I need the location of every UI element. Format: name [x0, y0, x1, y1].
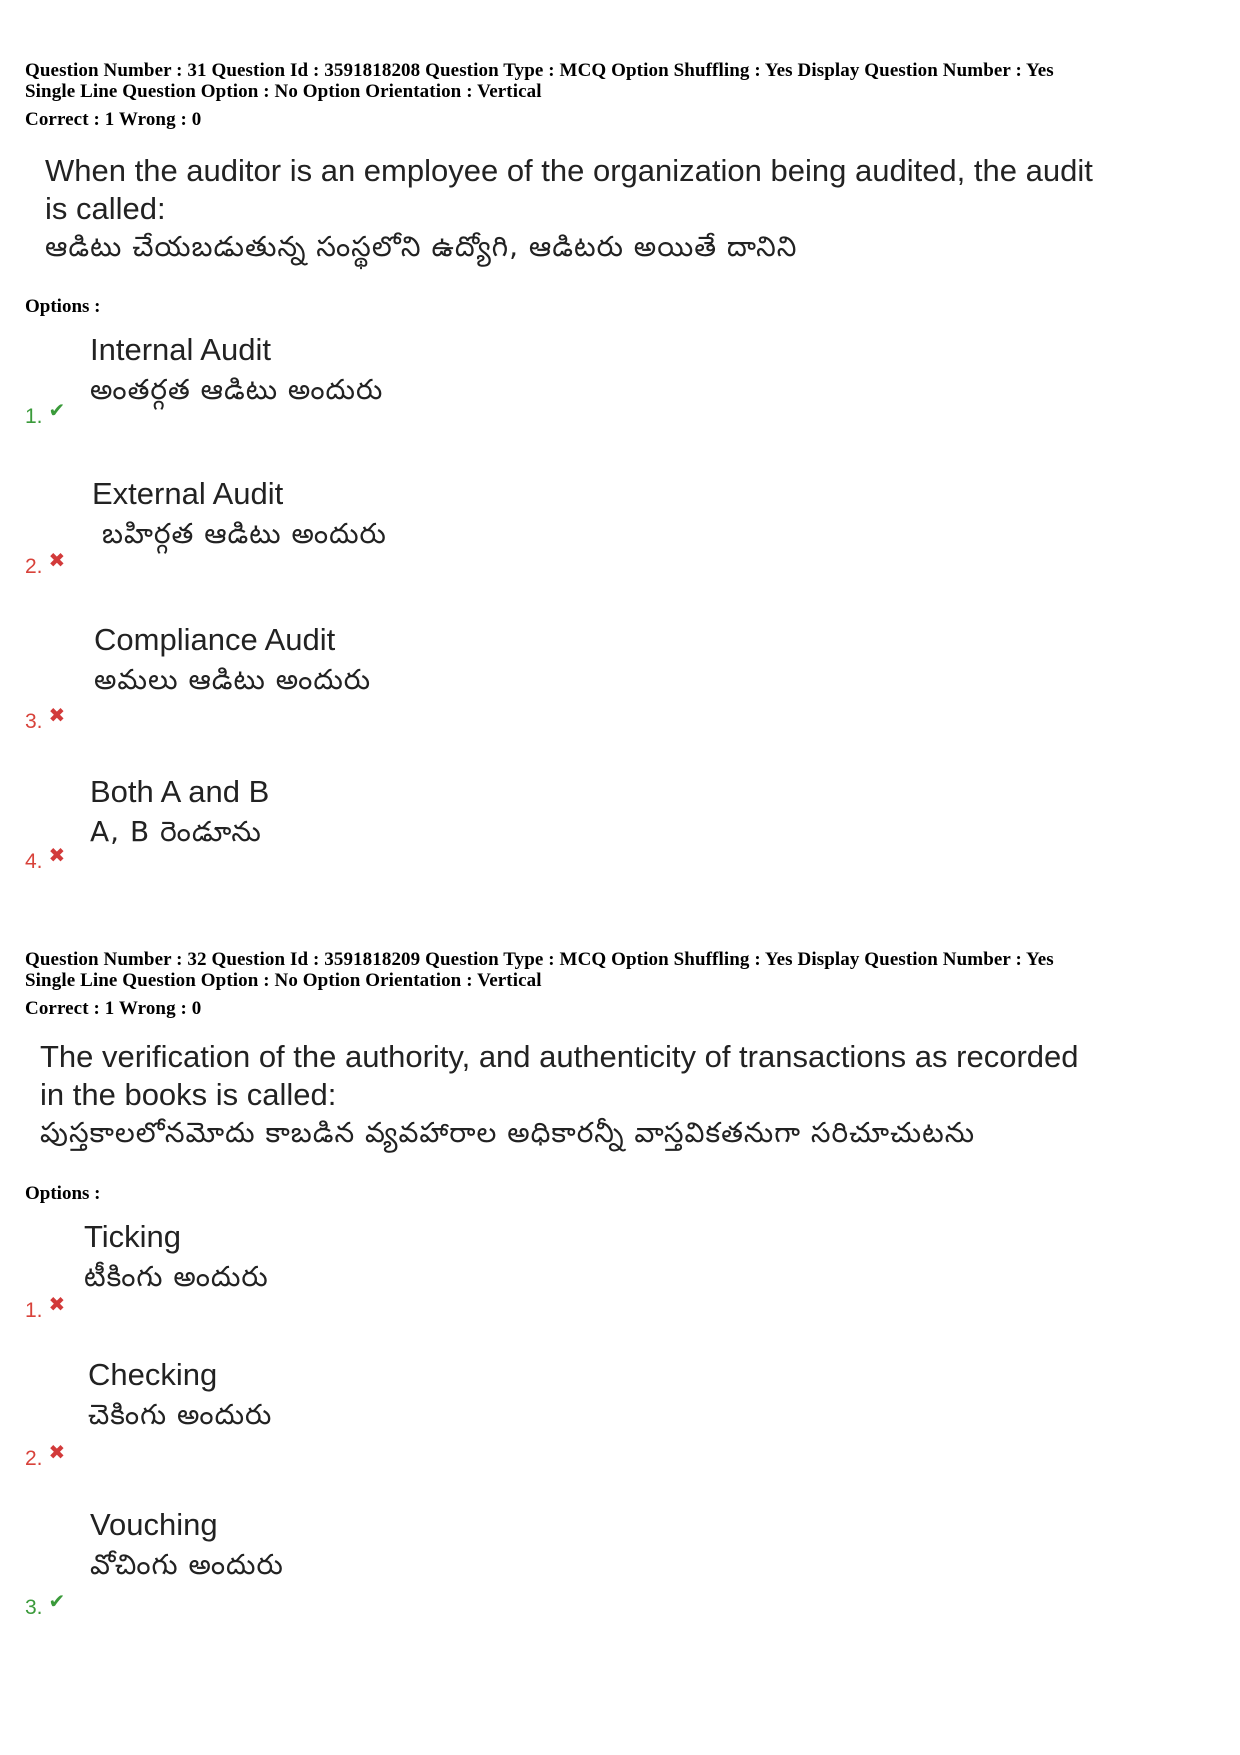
q31-option-3-te: అమలు ఆడిటు అందురు: [94, 663, 372, 696]
q32-score: Correct : 1 Wrong : 0: [25, 998, 202, 1019]
q31-options-label: Options :: [25, 296, 101, 317]
q32-option-1-number: 1. ✖: [25, 1294, 66, 1322]
cross-icon: ✖: [48, 845, 66, 867]
q32-option-3-te: వోచింగు అందురు: [90, 1548, 284, 1581]
q31-question-en-line1: When the auditor is an employee of the organization being audited, the audit: [45, 153, 1093, 188]
q32-question-text: [40, 1038, 1079, 1152]
q32-option-1-en: Ticking: [84, 1219, 182, 1254]
q31-option-1-number: 1. ✔: [25, 400, 66, 428]
q32-option-3-en: Vouching: [90, 1507, 218, 1542]
q31-option-1-en: Internal Audit: [90, 332, 271, 367]
q31-meta-line1: Question Number : 31 Question Id : 3591818208 Question Type : MCQ Option Shuffling : Yes Display Question Number : Yes: [25, 60, 1054, 81]
q32-option-1-te: టీకింగు అందురు: [84, 1260, 269, 1293]
cross-icon: ✖: [48, 1442, 66, 1464]
q31-question-text: [45, 152, 1093, 266]
q31-score: Correct : 1 Wrong : 0: [25, 109, 202, 130]
q31-question-te: ఆడిటు చేయబడుతున్న సంస్థలోని ఉద్యోగి, ఆడిటరు అయితే దానిని: [45, 230, 798, 263]
q32-meta-line1: Question Number : 32 Question Id : 3591818209 Question Type : MCQ Option Shuffling : Yes Display Question Number : Yes: [25, 949, 1054, 970]
q32-options-label: Options :: [25, 1183, 101, 1204]
q32-option-3-number: 3. ✔: [25, 1591, 66, 1619]
q32-question-te: పుస్తకాలలోనమోదు కాబడిన వ్యవహారాల అధికారన్నీ వాస్తవికతనుగా సరిచూచుటను: [40, 1116, 976, 1149]
q31-option-4: [90, 772, 269, 852]
q32-option-3: [90, 1505, 284, 1585]
q32-question-en-line2: in the books is called:: [40, 1077, 337, 1112]
q31-option-3: [94, 620, 371, 700]
q32-question-en-line1: The verification of the authority, and authenticity of transactions as recorded: [40, 1039, 1079, 1074]
q31-option-1-te: అంతర్గత ఆడిటు అందురు: [90, 373, 384, 406]
q32-meta-line2: Single Line Question Option : No Option Orientation : Vertical: [25, 970, 542, 991]
q32-option-1: [84, 1217, 269, 1297]
q31-option-2-number: 2. ✖: [25, 550, 66, 578]
q32-option-2-number: 2. ✖: [25, 1442, 66, 1470]
q31-option-3-number: 3. ✖: [25, 705, 66, 733]
q31-option-4-te: A, B రెండూను: [90, 815, 262, 848]
q32-option-2-te: చెకింగు అందురు: [88, 1398, 273, 1431]
q32-option-2-en: Checking: [88, 1357, 218, 1392]
q31-meta-line2: Single Line Question Option : No Option Orientation : Vertical: [25, 81, 542, 102]
check-icon: ✔: [48, 1591, 66, 1613]
q32-option-2: [88, 1355, 272, 1435]
q31-option-1: [90, 330, 383, 410]
q31-question-en-line2: is called:: [45, 191, 166, 226]
q31-option-2-en: External Audit: [92, 476, 284, 511]
q31-option-4-number: 4. ✖: [25, 845, 66, 873]
q31-option-3-en: Compliance Audit: [94, 622, 336, 657]
cross-icon: ✖: [48, 550, 66, 572]
cross-icon: ✖: [48, 705, 66, 727]
q31-option-4-en: Both A and B: [90, 774, 270, 809]
q31-option-2: [92, 474, 387, 554]
cross-icon: ✖: [48, 1294, 66, 1316]
check-icon: ✔: [48, 400, 66, 422]
q31-option-2-te: బహిర్గత ఆడిటు అందురు: [102, 517, 387, 550]
